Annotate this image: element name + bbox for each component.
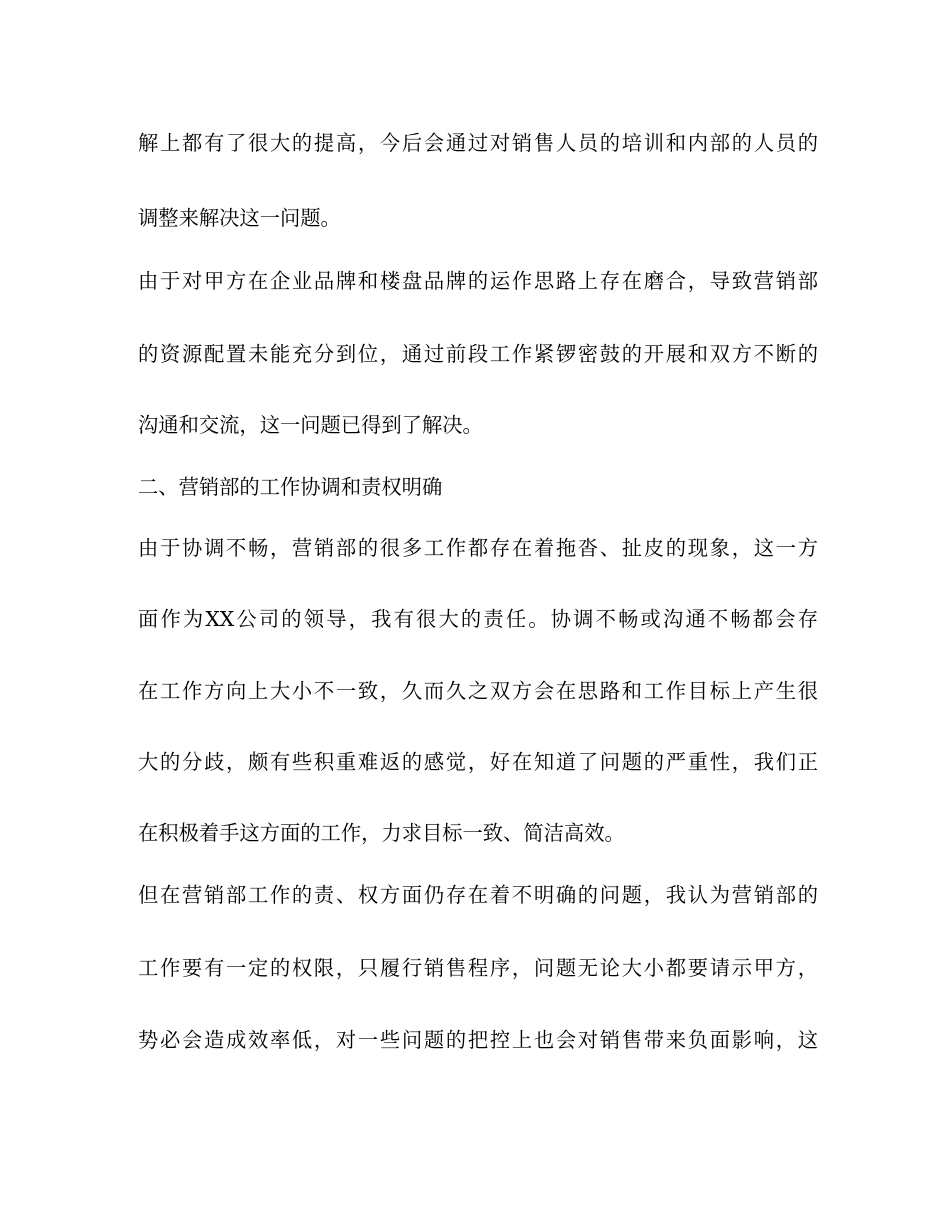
- text-line: 的资源配置未能充分到位，通过前段工作紧锣密鼓的开展和双方不断的: [138, 342, 818, 366]
- text-line: 工作要有一定的权限，只履行销售程序，问题无论大小都要请示甲方，: [138, 956, 818, 980]
- text-line: 解上都有了很大的提高，今后会通过对销售人员的培训和内部的人员的: [138, 131, 818, 155]
- text-line: 在工作方向上大小不一致，久而久之双方会在思路和工作目标上产生很: [138, 679, 818, 703]
- text-line: 在积极着手这方面的工作，力求目标一致、简洁高效。: [138, 821, 625, 845]
- text-line: 面作为XX公司的领导，我有很大的责任。协调不畅或沟通不畅都会存: [138, 607, 818, 631]
- text-line: 但在营销部工作的责、权方面仍存在着不明确的问题，我认为营销部的: [138, 883, 818, 907]
- section-heading: 二、营销部的工作协调和责权明确: [138, 475, 443, 499]
- text-line: 势必会造成效率低，对一些问题的把控上也会对销售带来负面影响，这: [138, 1028, 818, 1052]
- text-line: 沟通和交流，这一问题已得到了解决。: [138, 413, 483, 437]
- text-line: 由于对甲方在企业品牌和楼盘品牌的运作思路上存在磨合，导致营销部: [138, 269, 818, 293]
- text-line: 调整来解决这一问题。: [138, 206, 341, 230]
- text-line: 大的分歧，颇有些积重难返的感觉，好在知道了问题的严重性，我们正: [138, 750, 818, 774]
- text-line: 由于协调不畅，营销部的很多工作都存在着拖沓、扯皮的现象，这一方: [138, 536, 818, 560]
